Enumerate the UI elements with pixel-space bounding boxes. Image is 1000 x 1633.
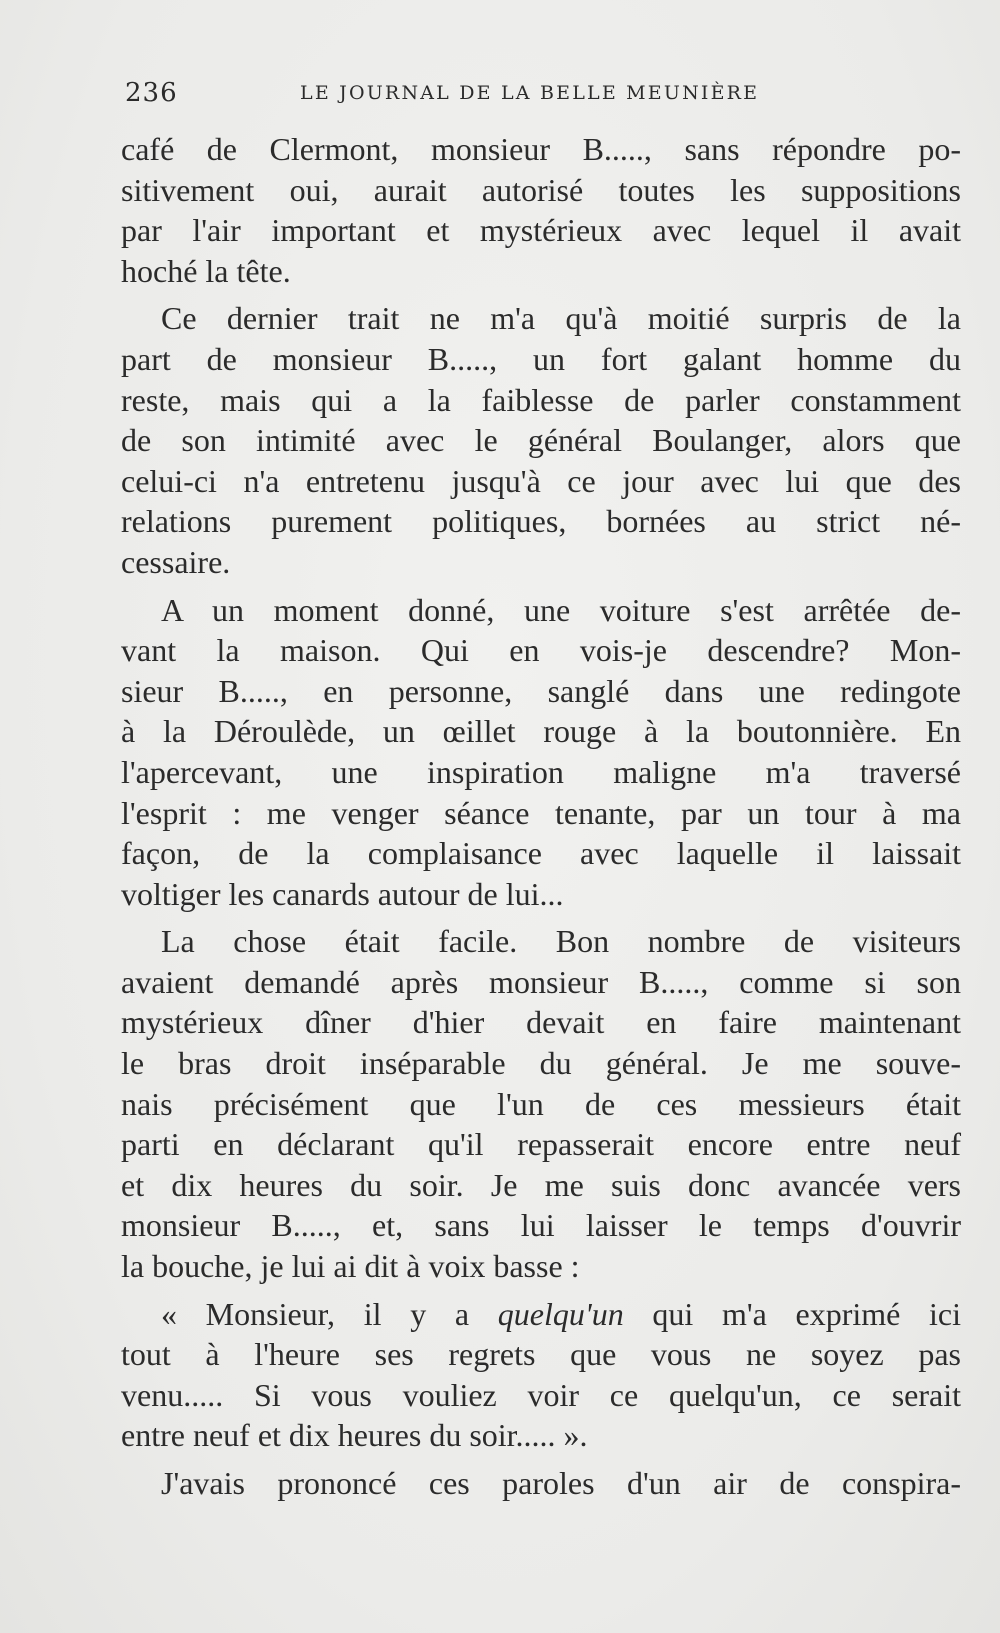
text-line: venu..... Si vous vouliez voir ce quelqu'un, ce serait (121, 1376, 961, 1413)
text-fragment: « Monsieur, il y a (161, 1295, 498, 1332)
text-line: part de monsieur B....., un fort galant homme du (121, 340, 961, 377)
running-head (125, 78, 795, 108)
text-line: l'apercevant, une inspiration maligne m'a traversé (121, 753, 961, 790)
text-line: façon, de la complaisance avec laquelle il laissait (121, 835, 961, 872)
italic-word: quelqu'un (497, 1295, 624, 1332)
text-line: A un moment donné, une voiture s'est arrêtée de- (161, 591, 961, 628)
running-title: LE JOURNAL DE LA BELLE MEUNIÈRE (300, 82, 760, 104)
text-line: entre neuf et dix heures du soir..... ». (121, 1417, 588, 1454)
text-line: la bouche, je lui ai dit à voix basse : (121, 1248, 580, 1285)
text-line: le bras droit inséparable du général. Je me souve- (121, 1045, 961, 1082)
text-line: parti en déclarant qu'il repasserait encore entre neuf (121, 1126, 961, 1163)
text-line: par l'air important et mystérieux avec lequel il avait (121, 212, 961, 249)
text-line: sieur B....., en personne, sanglé dans une redingote (121, 672, 961, 709)
body-text (121, 129, 961, 1504)
text-line: l'esprit : me venger séance tenante, par un tour à ma (121, 794, 961, 831)
text-line: avaient demandé après monsieur B....., comme si son (121, 963, 961, 1000)
text-line: mystérieux dîner d'hier devait en faire maintenant (121, 1004, 961, 1041)
text-line: vant la maison. Qui en vois-je descendre? Mon- (121, 632, 961, 669)
text-line: café de Clermont, monsieur B....., sans répondre po- (121, 131, 961, 167)
text-line: de son intimité avec le général Boulanger, alors que (121, 422, 961, 459)
text-line: relations purement politiques, bornées au strict né- (121, 503, 961, 540)
text-line-with-italic (121, 1294, 961, 1335)
text-line: cessaire. (121, 543, 231, 580)
text-line: La chose était facile. Bon nombre de visiteurs (161, 923, 961, 960)
text-line: à la Déroulède, un œillet rouge à la boutonnière. En (121, 713, 961, 750)
text-line: Ce dernier trait ne m'a qu'à moitié surpris de la (161, 300, 961, 337)
text-line: sitivement oui, aurait autorisé toutes les suppositions (121, 171, 961, 208)
page-number: 236 (125, 78, 178, 108)
text-line: reste, mais qui a la faiblesse de parler constamment (121, 381, 961, 418)
text-line: celui-ci n'a entretenu jusqu'à ce jour avec lui que des (121, 462, 961, 499)
text-fragment: qui m'a exprimé ici (623, 1295, 962, 1332)
text-line: J'avais prononcé ces paroles d'un air de conspira- (161, 1465, 961, 1501)
text-line: et dix heures du soir. Je me suis donc avancée vers (121, 1166, 961, 1203)
text-line: tout à l'heure ses regrets que vous ne soyez pas (121, 1336, 961, 1373)
text-line: nais précisément que l'un de ces messieurs était (121, 1085, 961, 1122)
text-line: monsieur B....., et, sans lui laisser le temps d'ouvrir (121, 1207, 961, 1244)
text-line: voltiger les canards autour de lui... (121, 875, 564, 912)
text-line: hoché la tête. (121, 252, 291, 289)
